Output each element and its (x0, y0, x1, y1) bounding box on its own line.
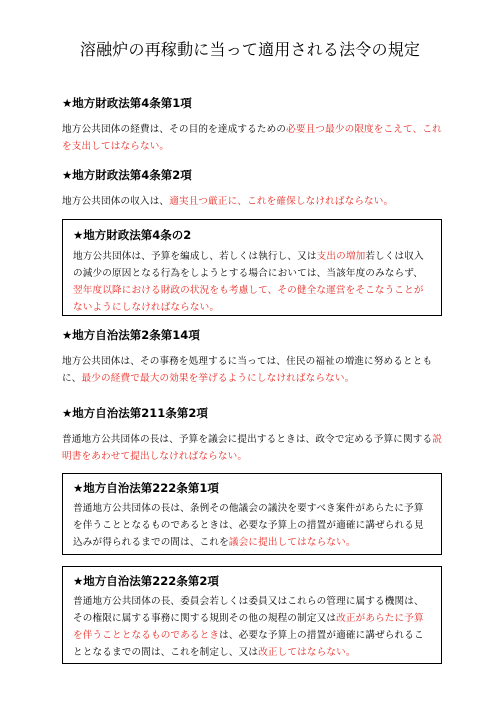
section-heading: ★地方自治法第222条第2項 (73, 574, 219, 588)
body-text: 地方公共団体は、予算を編成し、若しくは執行し、又は (73, 251, 317, 262)
highlighted-text: 議会に提出してはならない。 (228, 537, 356, 548)
highlighted-text: 翌年度以降における財政の状況をも考慮して、その健全な運営をそこなうことがないようにしなければならない。 (73, 285, 424, 313)
highlighted-text: 適実且つ厳正に、これを確保しなければならない。 (169, 196, 394, 207)
body-text: 普通地方公共団体の長は、条例その他議会の議決を要すべき案件があらたに予算を伴うこととなるものであるときは、必要な予算上の措置が適確に講ぜられる見込みが得られるまでの間は、これを (73, 503, 424, 548)
body-text: 普通地方公共団体の長は、予算を議会に提出するときは、政令で定める予算に関する (62, 434, 433, 445)
section-body (62, 121, 442, 155)
highlighted-text: 必要且つ最少の限度をこえて、これを支出してはならない。 (62, 124, 442, 152)
section-heading: ★地方財政法第4条の2 (73, 228, 192, 242)
section-body (62, 193, 442, 210)
section-heading: ★地方財政法第4条第2項 (62, 168, 192, 182)
section-local-finance-4-2 (62, 168, 442, 210)
highlighted-text: 改正してはならない。 (258, 647, 356, 658)
body-text: 地方公共団体の収入は、 (62, 196, 170, 207)
section-local-autonomy-222-1 (62, 473, 442, 555)
section-local-finance-4-2-article (62, 219, 442, 316)
body-text: 普通地方公共団体の長、委員会若しくは委員又はこれらの管理に属する機関は、その権限に属する事務に関する規則その他の規程の制定又は (73, 596, 424, 624)
section-body (63, 500, 441, 551)
section-local-autonomy-222-2 (62, 566, 442, 664)
section-local-autonomy-2-14 (62, 328, 442, 387)
section-local-autonomy-211-2 (62, 406, 442, 465)
section-local-finance-4-1 (62, 96, 442, 155)
section-heading: ★地方自治法第2条第14項 (62, 328, 200, 342)
highlighted-text: 改正があらたに予算を伴うこととなるものであるとき (73, 613, 424, 641)
highlighted-text: 支出の増加 (316, 251, 366, 262)
section-body (63, 248, 441, 316)
body-text: 地方公共団体は、その事務を処理するに当っては、住民の福祉の増進に努めるとともに、 (62, 356, 433, 384)
body-text: は、必要な予算上の措置が適確に講ぜられることとなるまでの間は、これを制定し、又は (73, 630, 424, 658)
body-text: 若しくは収入の減少の原因となる行為をしようとする場合においては、当該年度のみならず、 (73, 251, 424, 279)
body-text: 地方公共団体の経費は、その目的を達成するための (62, 124, 287, 135)
section-body (62, 431, 442, 465)
section-heading: ★地方自治法第211条第2項 (62, 406, 208, 420)
section-body (63, 593, 441, 661)
section-body (62, 353, 442, 387)
section-heading: ★地方自治法第222条第1項 (73, 481, 219, 495)
highlighted-text: 最少の経費で最大の効果を挙げるようにしなければならない。 (81, 373, 355, 384)
highlighted-text: 説明書をあわせて提出しなければならない。 (62, 434, 443, 462)
section-heading: ★地方財政法第4条第1項 (62, 96, 192, 110)
page-title: 溶融炉の再稼動に当って適用される法令の規定 (79, 40, 421, 59)
